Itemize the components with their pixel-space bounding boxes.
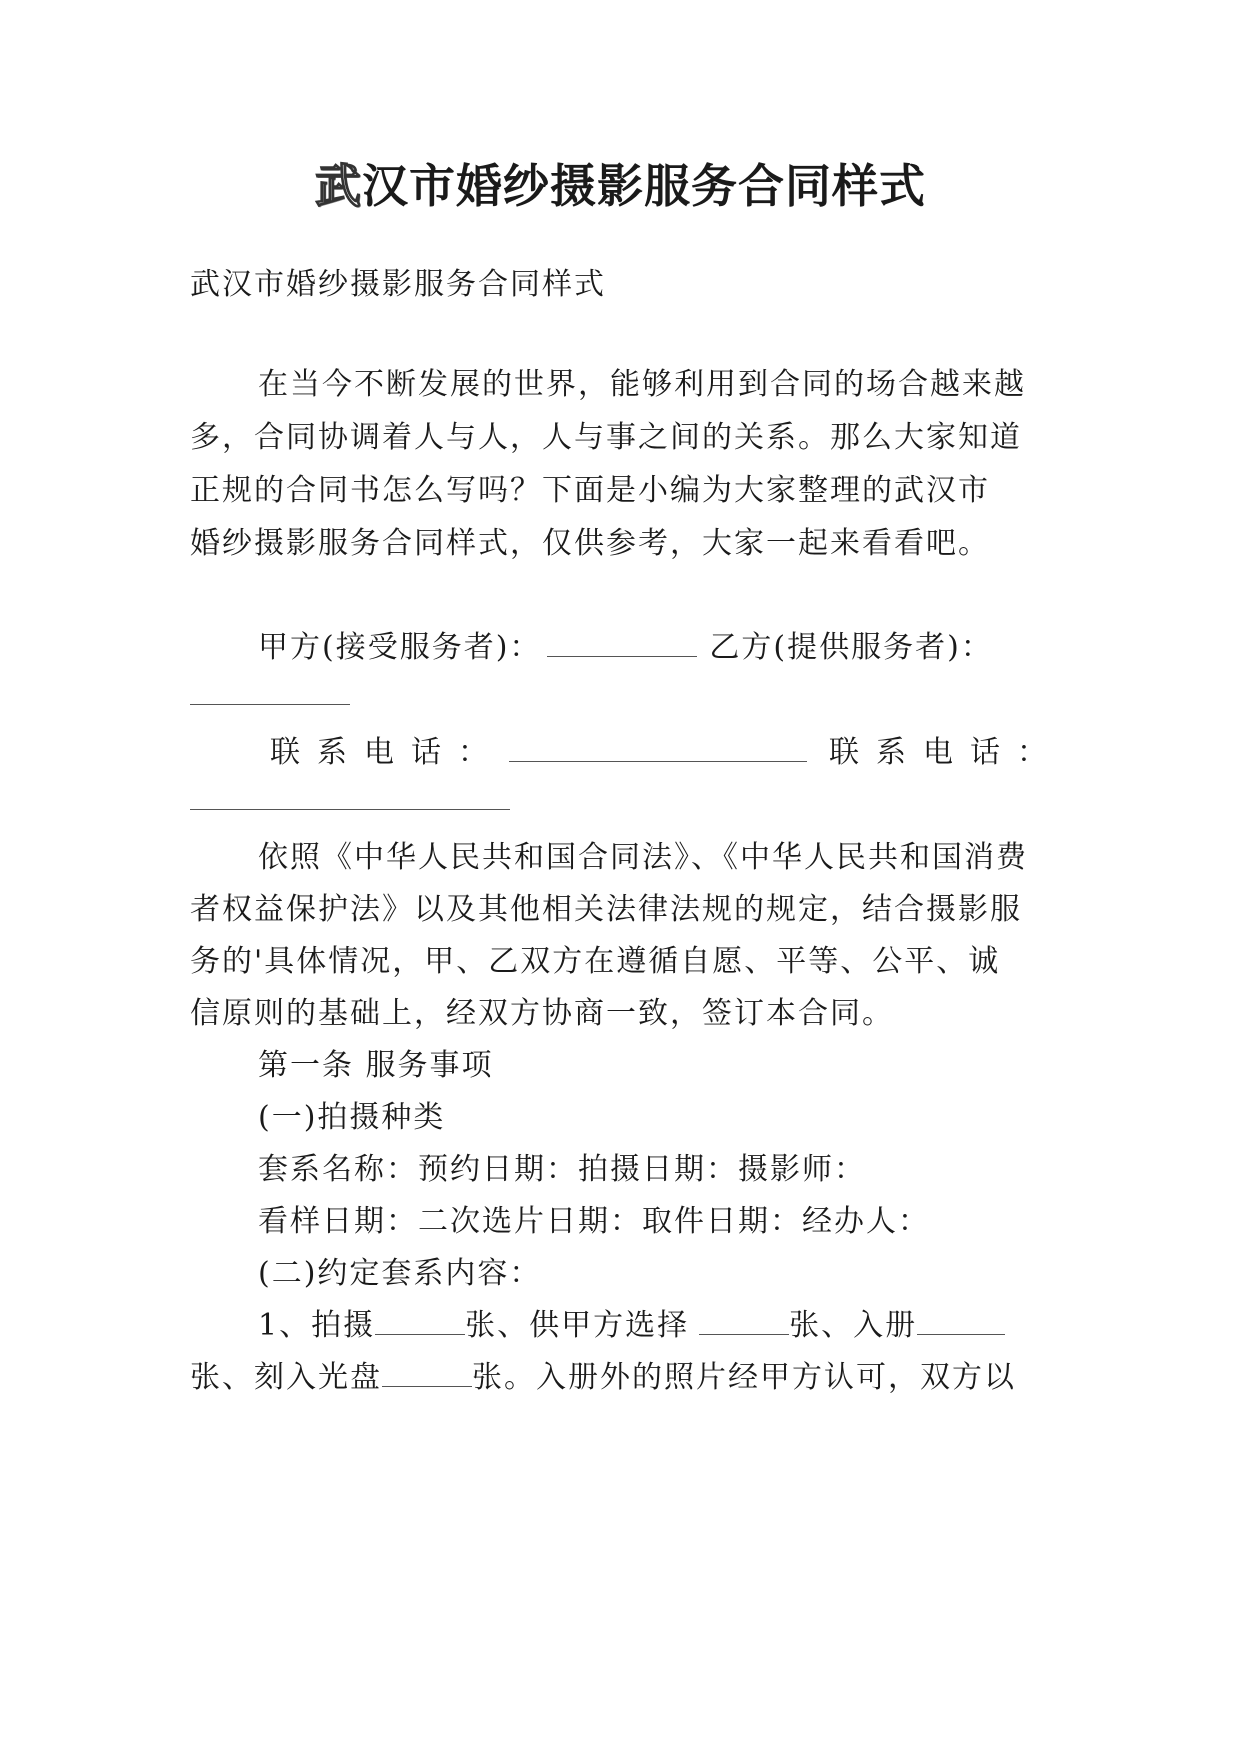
subtitle: 武汉市婚纱摄影服务合同样式 (190, 267, 606, 302)
basis-line-4: 信原则的基础上，经双方协商一致，签订本合同。 (190, 996, 894, 1031)
document-title (0, 150, 1241, 216)
section-1-heading: (一)拍摄种类 (258, 1100, 446, 1135)
party-b-blank-line (190, 676, 1060, 716)
party-a-blank (547, 628, 697, 657)
item-1-shoot: 1、拍摄 (258, 1308, 376, 1343)
party-line (258, 628, 1060, 668)
title-text: 汉市婚纱摄影服务合同样式 (362, 159, 926, 213)
item-1-album: 张、入册 (789, 1308, 918, 1343)
intro-line-1: 在当今不断发展的世界，能够利用到合同的场合越来越 (258, 367, 1026, 402)
item-1-blank-3 (917, 1306, 1005, 1335)
service-row-2: 看样日期：二次选片日期：取件日期：经办人： (258, 1204, 930, 1239)
phone-label-a: 联系电话： (270, 735, 505, 770)
basis-line-3: 务的'具体情况，甲、乙双方在遵循自愿、平等、公平、诚 (190, 944, 1001, 979)
party-b-label: 乙方(提供服务者)： (709, 630, 993, 665)
section-2-heading: (二)约定套系内容： (258, 1256, 542, 1291)
item-1-select: 张、供甲方选择 (465, 1308, 690, 1343)
item-1-disc: 张、刻入光盘 (190, 1360, 382, 1395)
item-1-line-1 (258, 1306, 1060, 1346)
party-b-blank (190, 676, 350, 705)
item-1-blank-2 (699, 1306, 789, 1335)
phone-label-b: 联系电话： (829, 735, 1064, 770)
basis-line-2: 者权益保护法》以及其他相关法律法规的规定，结合摄影服 (190, 892, 1022, 927)
basis-line-1: 依照《中华人民共和国合同法》、《中华人民共和国消费 (258, 840, 1028, 875)
title-first-char: 武 (315, 159, 362, 213)
intro-line-2: 多，合同协调着人与人，人与事之间的关系。那么大家知道 (190, 420, 1022, 455)
article-1-heading: 第一条 服务事项 (258, 1048, 494, 1083)
item-1-blank-1 (375, 1306, 465, 1335)
party-a-label: 甲方(接受服务者)： (258, 630, 542, 665)
item-1-blank-4 (382, 1358, 472, 1387)
service-row-1: 套系名称：预约日期：拍摄日期：摄影师： (258, 1152, 866, 1187)
item-1-line-2 (190, 1358, 1060, 1398)
phone-a-blank (509, 733, 807, 762)
item-1-rest: 张。入册外的照片经甲方认可，双方以 (472, 1360, 1016, 1395)
intro-line-3: 正规的合同书怎么写吗？下面是小编为大家整理的武汉市 (190, 473, 990, 508)
phone-b-blank-line (190, 781, 1060, 821)
phone-b-blank (190, 781, 510, 810)
intro-line-4: 婚纱摄影服务合同样式，仅供参考，大家一起来看看吧。 (190, 526, 990, 561)
phone-line (270, 733, 1072, 773)
